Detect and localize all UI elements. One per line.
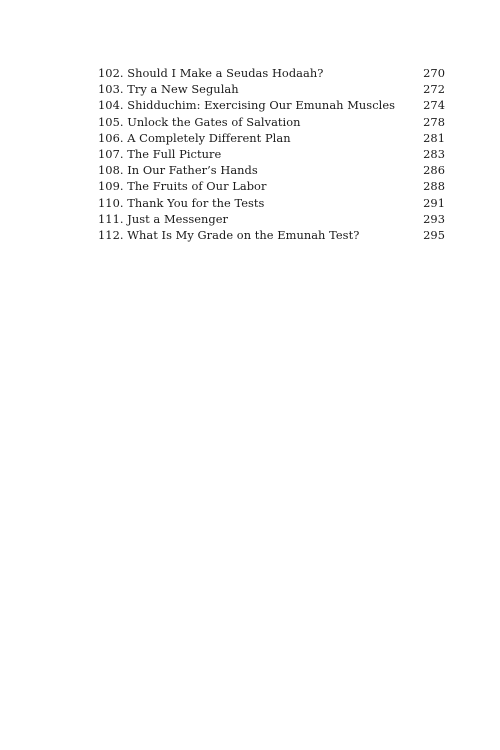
toc-entry-page: 274 xyxy=(423,98,445,113)
toc-entry-page: 291 xyxy=(423,195,445,210)
toc-entry-page: 293 xyxy=(423,211,445,226)
toc-entry xyxy=(98,114,445,130)
toc-entry-page: 281 xyxy=(423,130,445,145)
toc-entry-page: 283 xyxy=(423,146,445,161)
toc-entry-title: 107. The Full Picture xyxy=(98,146,222,161)
toc-entry-page: 295 xyxy=(423,227,445,242)
toc-entry-title: 109. The Fruits of Our Labor xyxy=(98,179,267,194)
toc-entry-page: 278 xyxy=(423,114,445,129)
toc-entry xyxy=(98,227,445,243)
table-of-contents xyxy=(98,65,445,243)
toc-entry xyxy=(98,65,445,81)
toc-entry-page: 272 xyxy=(423,82,445,97)
toc-entry-title: 102. Should I Make a Seudas Hodaah? xyxy=(98,66,324,80)
toc-entry xyxy=(98,130,445,146)
toc-entry-title: 106. A Completely Different Plan xyxy=(98,130,291,145)
toc-entry-title: 110. Thank You for the Tests xyxy=(98,195,265,210)
toc-entry-title: 103. Try a New Segulah xyxy=(98,82,239,97)
toc-entry xyxy=(98,211,445,227)
toc-entry-title: 112. What Is My Grade on the Emunah Test? xyxy=(98,227,360,242)
toc-entry-title: 108. In Our Father’s Hands xyxy=(98,163,258,178)
toc-entry-title: 105. Unlock the Gates of Salvation xyxy=(98,114,301,129)
toc-entry-page: 288 xyxy=(423,179,445,194)
toc-entry-page: 270 xyxy=(423,66,445,80)
toc-entry xyxy=(98,162,445,178)
toc-entry-title: 111. Just a Messenger xyxy=(98,211,229,226)
toc-entry xyxy=(98,195,445,211)
toc-entry-page: 286 xyxy=(423,163,445,178)
toc-entry xyxy=(98,178,445,194)
toc-entry xyxy=(98,146,445,162)
toc-entry xyxy=(98,81,445,97)
toc-entry xyxy=(98,97,445,113)
toc-entry-title: 104. Shidduchim: Exercising Our Emunah Muscles xyxy=(98,98,396,113)
